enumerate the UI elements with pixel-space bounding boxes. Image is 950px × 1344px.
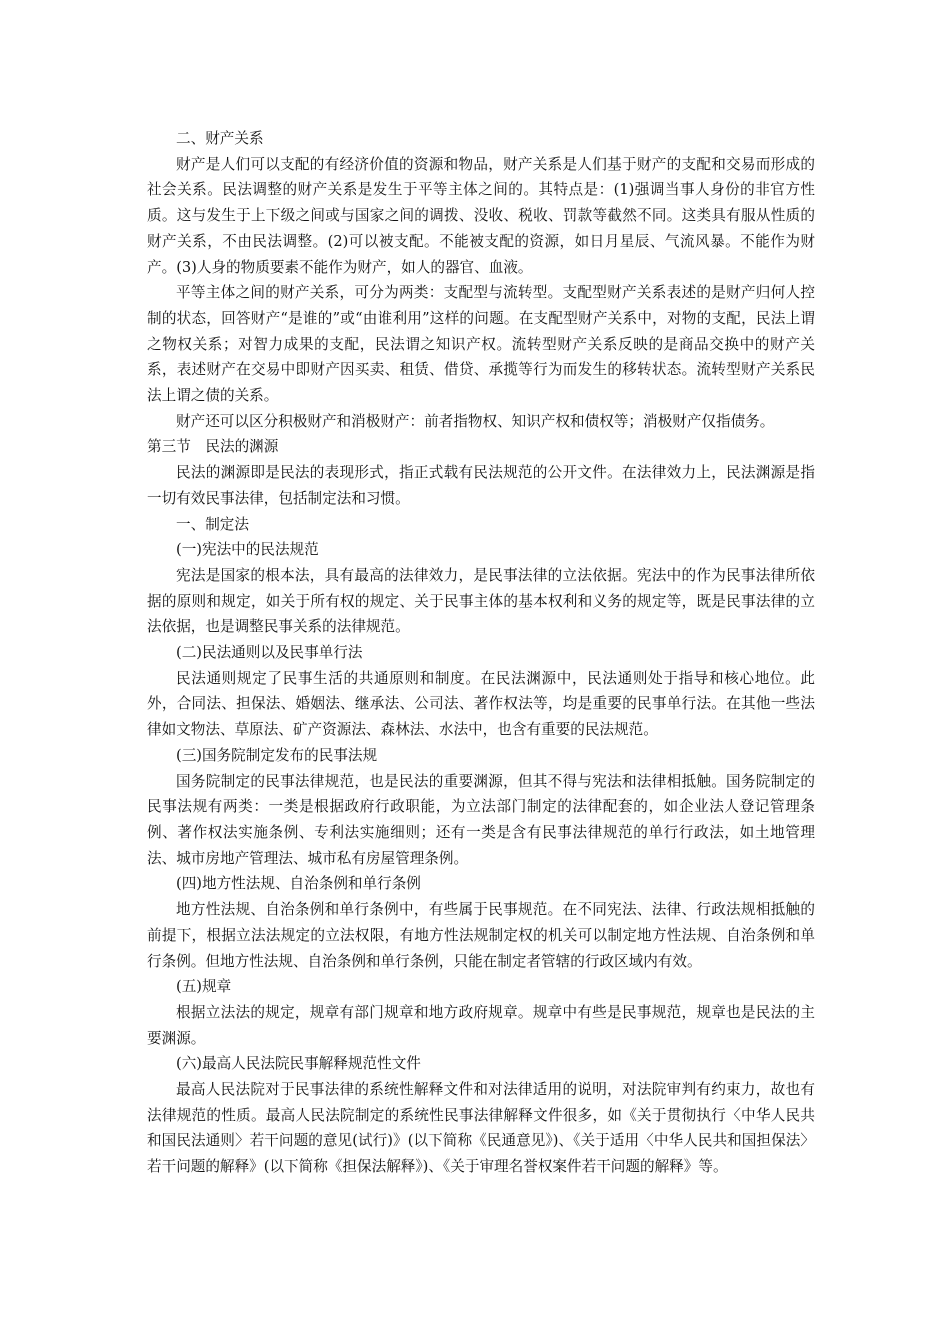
paragraph: 最高人民法院对于民事法律的系统性解释文件和对法律适用的说明，对法院审判有约束力，故也有法律规范的性质。最高人民法院制定的系统性民事法律解释文件很多，如《关于贯彻执行〈中华人民共和国民法通则〉若干问题的意见(试行)》(以下简称《民通意见》)、《关于适用〈中华人民共和国担保法〉若干问题的解释》(以下简称《担保法解释》)、《关于审理名誉权案件若干问题的解释》等。 (147, 1081, 815, 1176)
paragraph: 财产还可以区分积极财产和消极财产：前者指物权、知识产权和债权等；消极财产仅指债务。 (176, 412, 775, 430)
subheading-statutory-law: 一、制定法 (176, 515, 249, 533)
paragraph: 国务院制定的民事法律规范，也是民法的重要渊源，但其不得与宪法和法律相抵触。国务院制定的民事法规有两类：一类是根据政府行政职能，为立法部门制定的法律配套的，如企业法人登记管理条例、著作权法实施条例、专利法实施细则；还有一类是含有民事法律规范的单行行政法，如土地管理法、城市房地产管理法、城市私有房屋管理条例。 (147, 772, 815, 867)
paragraph: 民法通则规定了民事生活的共通原则和制度。在民法渊源中，民法通则处于指导和核心地位。此外，合同法、担保法、婚姻法、继承法、公司法、著作权法等，均是重要的民事单行法。在其他一些法律如文物法、草原法、矿产资源法、森林法、水法中，也含有重要的民法规范。 (147, 669, 815, 739)
paragraph: 财产是人们可以支配的有经济价值的资源和物品，财产关系是人们基于财产的支配和交易而形成的社会关系。民法调整的财产关系是发生于平等主体之间的。其特点是：(1)强调当事人身份的非官方性质。这与发生于上下级之间或与国家之间的调拨、没收、税收、罚款等截然不同。这类具有服从性质的财产关系，不由民法调整。(2)可以被支配。不能被支配的资源，如日月星辰、气流风暴。不能作为财产。(3)人身的物质要素不能作为财产，如人的器官、血液。 (147, 155, 815, 276)
subheading-constitution: (一)宪法中的民法规范 (176, 541, 319, 559)
paragraph: 宪法是国家的根本法，具有最高的法律效力，是民事法律的立法依据。宪法中的作为民事法律所依据的原则和规定，如关于所有权的规定、关于民事主体的基本权利和义务的规定等，既是民事法律的立法依据，也是调整民事关系的法律规范。 (147, 566, 815, 636)
paragraph: 根据立法法的规定，规章有部门规章和地方政府规章。规章中有些是民事规范，规章也是民法的主要渊源。 (147, 1003, 815, 1047)
subheading-rules: (五)规章 (176, 978, 232, 996)
subheading-supreme-court: (六)最高人民法院民事解释规范性文件 (176, 1055, 421, 1073)
section-title: 第三节 民法的渊源 (147, 438, 279, 456)
paragraph: 平等主体之间的财产关系，可分为两类：支配型与流转型。支配型财产关系表述的是财产归何人控制的状态，回答财产“是谁的”或“由谁利用”这样的问题。在支配型财产关系中，对物的支配，民法上谓之物权关系；对智力成果的支配，民法谓之知识产权。流转型财产关系反映的是商品交换中的财产关系，表述财产在交易中即财产因买卖、租赁、借贷、承揽等行为而发生的移转状态。流转型财产关系民法上谓之债的关系。 (147, 284, 815, 405)
paragraph: 民法的渊源即是民法的表现形式，指正式载有民法规范的公开文件。在法律效力上，民法渊源是指一切有效民事法律，包括制定法和习惯。 (147, 464, 815, 507)
subheading-general-principles: (二)民法通则以及民事单行法 (176, 644, 363, 662)
paragraph: 地方性法规、自治条例和单行条例中，有些属于民事规范。在不同宪法、法律、行政法规相抵触的前提下，根据立法法规定的立法权限，有地方性法规制定权的机关可以制定地方性法规、自治条例和单行条例。但地方性法规、自治条例和单行条例，只能在制定者管辖的行政区域内有效。 (147, 901, 815, 970)
subheading-local-regulations: (四)地方性法规、自治条例和单行条例 (176, 875, 421, 893)
subheading-state-council: (三)国务院制定发布的民事法规 (176, 746, 378, 764)
subheading-property-relations: 二、财产关系 (176, 130, 264, 147)
document-page (147, 126, 815, 1180)
